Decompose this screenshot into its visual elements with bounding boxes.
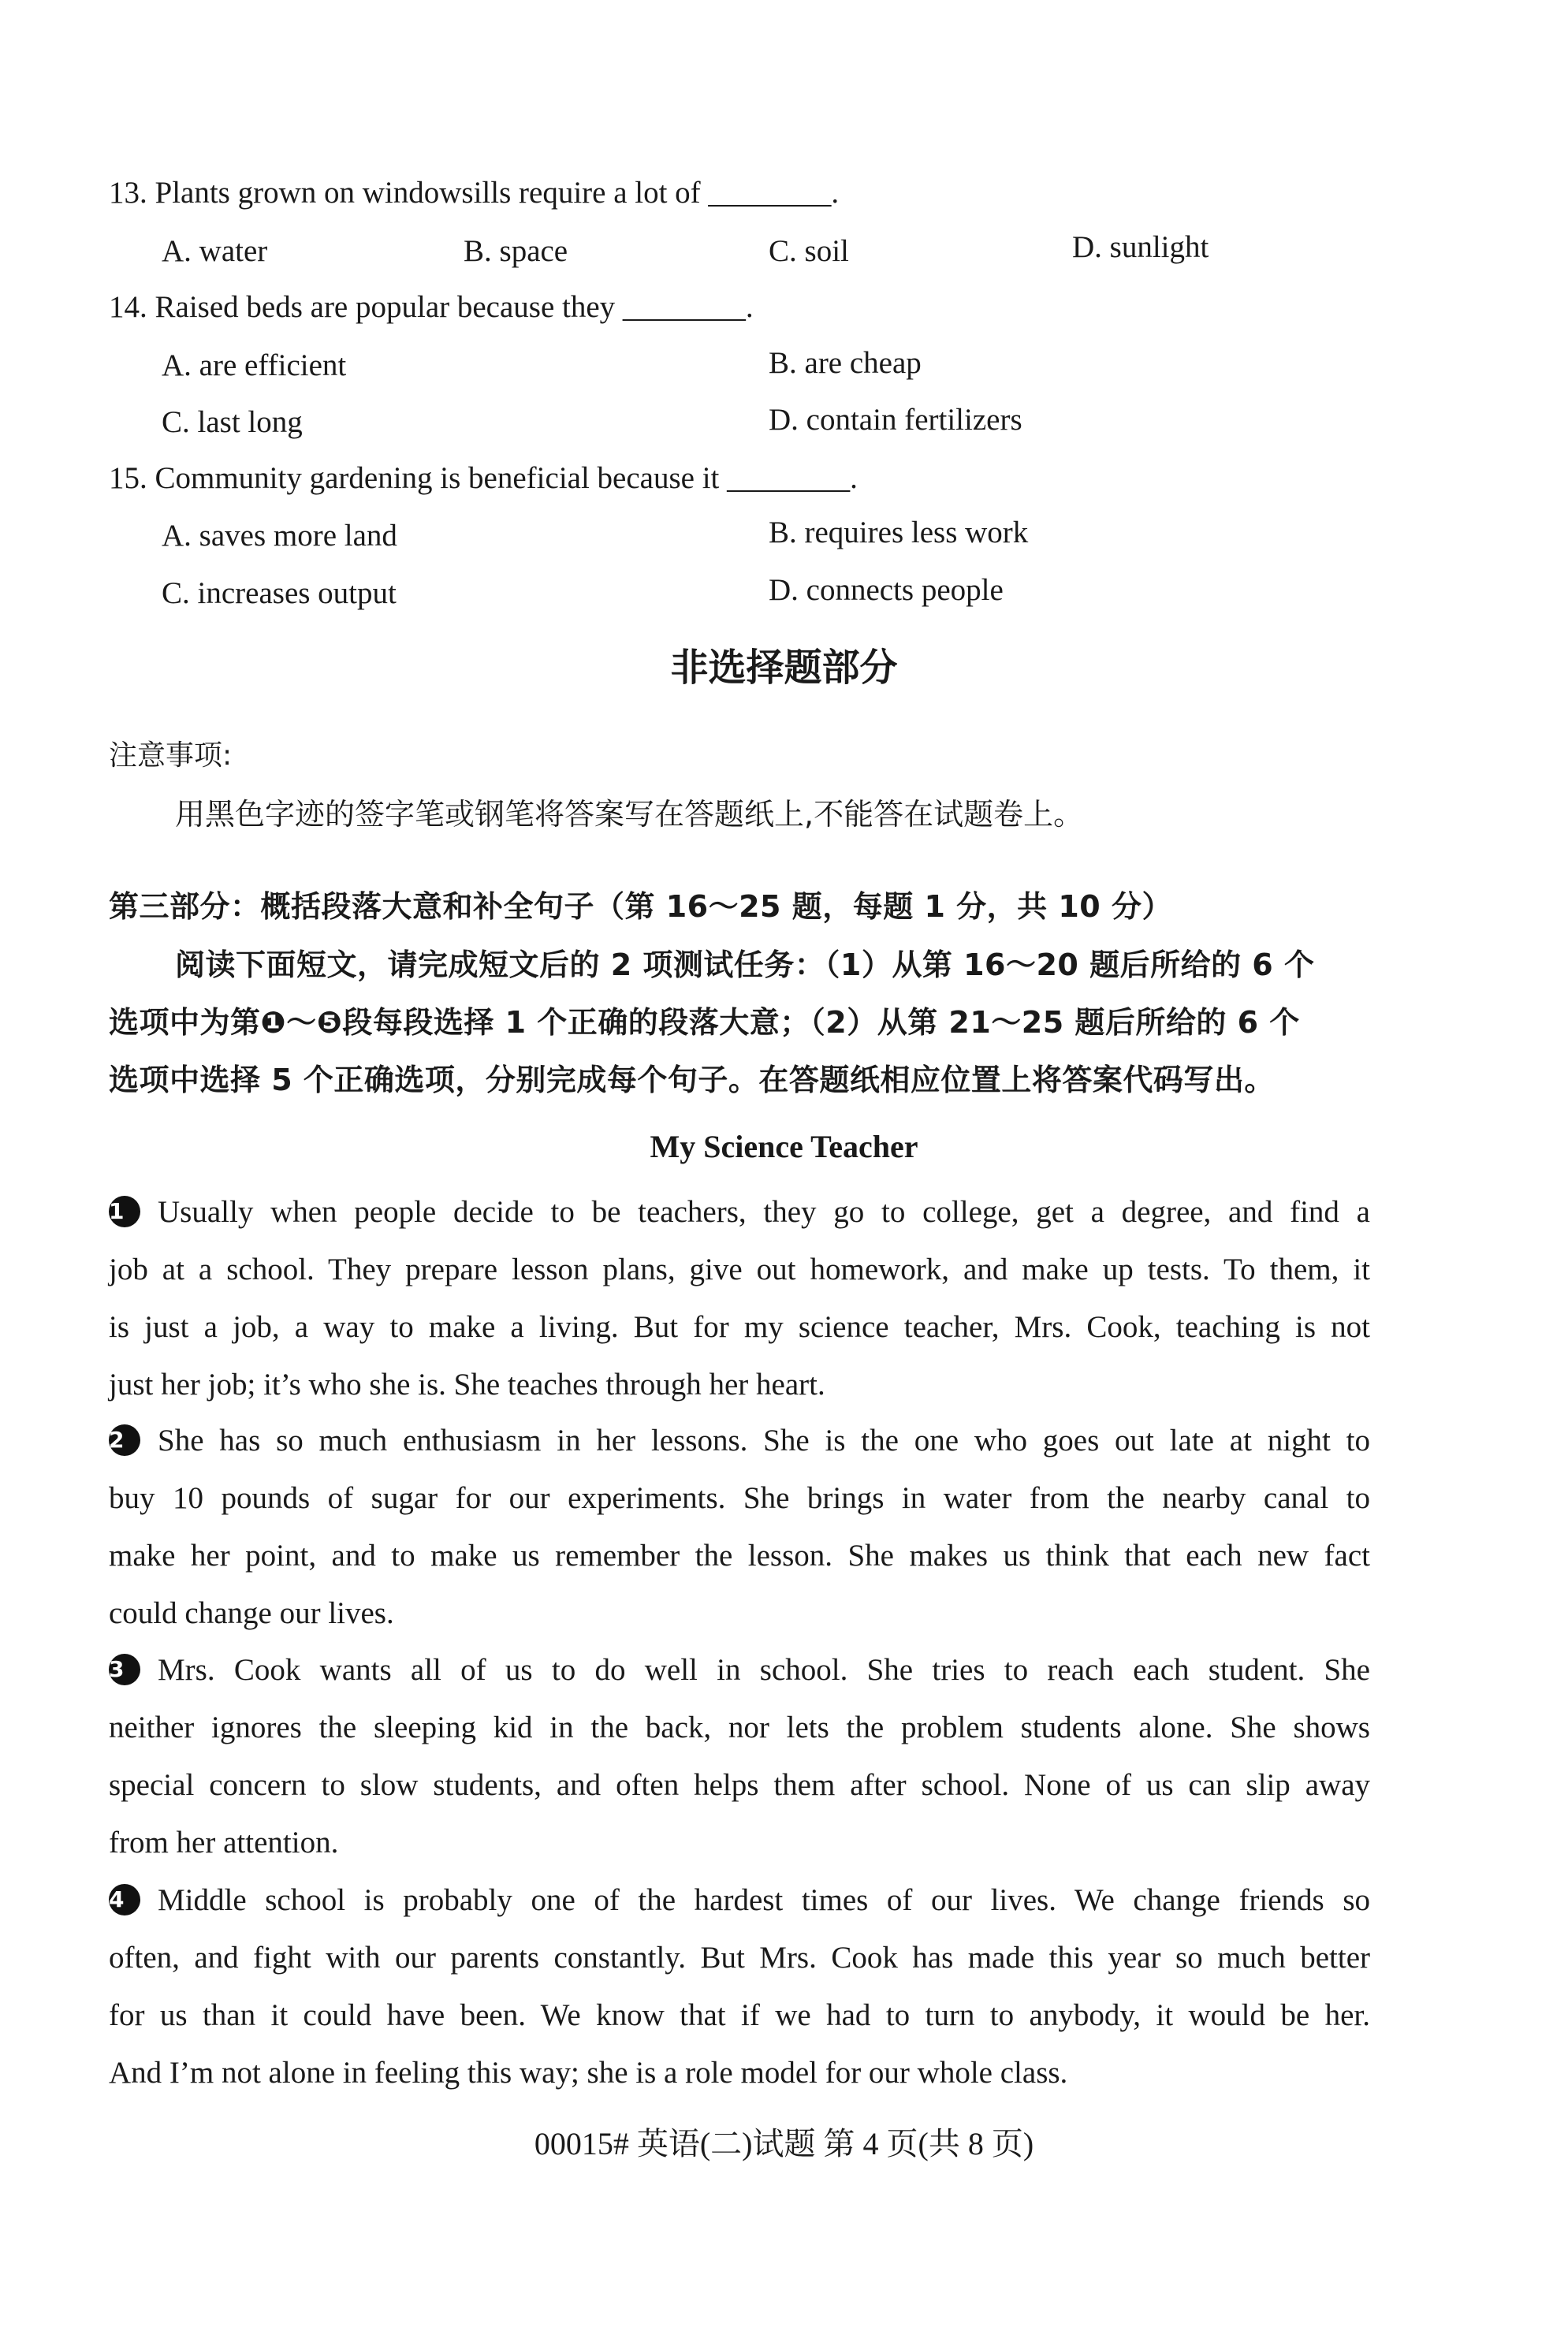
passage-title: My Science Teacher xyxy=(650,1129,918,1164)
question-14-option-c: C. last long xyxy=(162,405,303,439)
question-14-option-d: D. contain fertilizers xyxy=(769,403,1022,437)
question-13-option-b: B. space xyxy=(464,234,568,268)
paragraph-4-line: often, and fight with our parents constantly. But Mrs. Cook has made this year so much better xyxy=(109,1941,1370,1975)
part3-instruction-line: 选项中为第❶～❺段每段选择 1 个正确的段落大意；（2）从第 21～25 题后所给的 6 个 xyxy=(109,1005,1300,1040)
question-13-option-c: C. soil xyxy=(769,234,849,268)
section-title: 非选择题部分 xyxy=(670,646,898,690)
question-15-option-d: D. connects people xyxy=(769,573,1004,607)
paragraph-3-line: from her attention. xyxy=(109,1826,339,1860)
paragraph-4-line: for us than it could have been. We know that if we had to turn to anybody, it would be her. xyxy=(109,1998,1370,2032)
page-footer: 00015# 英语(二)试题 第 4 页(共 8 页) xyxy=(534,2126,1034,2161)
notice-text: 用黑色字迹的签字笔或钢笔将答案写在答题纸上,不能答在试题卷上。 xyxy=(175,797,1084,832)
paragraph-1-line: is just a job, a way to make a living. But for my science teacher, Mrs. Cook, teaching is not xyxy=(109,1310,1370,1344)
question-14-option-b: B. are cheap xyxy=(769,346,922,380)
paragraph-number-badge: 4 xyxy=(109,1884,140,1915)
question-15-stem: 15. Community gardening is beneficial because it ________. xyxy=(109,461,858,495)
question-13-stem: 13. Plants grown on windowsills require a lot of ________. xyxy=(109,176,840,210)
part3-heading: 第三部分：概括段落大意和补全句子（第 16～25 题，每题 1 分，共 10 分） xyxy=(109,889,1172,924)
paragraph-2-line: buy 10 pounds of sugar for our experiments. She brings in water from the nearby canal to xyxy=(109,1481,1370,1515)
paragraph-1-line: just her job; it’s who she is. She teaches through her heart. xyxy=(109,1368,825,1402)
question-14-stem: 14. Raised beds are popular because they ________. xyxy=(109,290,754,324)
paragraph-2-line: could change our lives. xyxy=(109,1596,394,1630)
paragraph-3-line: neither ignores the sleeping kid in the back, nor lets the problem students alone. She shows xyxy=(109,1711,1370,1744)
paragraph-1-line: 1 Usually when people decide to be teachers, they go to college, get a degree, and find a xyxy=(109,1195,1370,1229)
part3-instruction-line: 阅读下面短文，请完成短文后的 2 项测试任务：（1）从第 16～20 题后所给的 6 个 xyxy=(175,947,1315,982)
question-15-option-c: C. increases output xyxy=(162,576,397,610)
question-14-option-a: A. are efficient xyxy=(162,348,347,382)
question-13-option-a: A. water xyxy=(162,234,268,268)
paragraph-number-badge: 2 xyxy=(109,1424,140,1456)
question-15-option-a: A. saves more land xyxy=(162,519,397,553)
paragraph-4-line: 4 Middle school is probably one of the hardest times of our lives. We change friends so xyxy=(109,1883,1370,1917)
question-15-option-b: B. requires less work xyxy=(769,516,1029,549)
notice-label: 注意事项: xyxy=(109,739,233,772)
paragraph-2-line: 2 She has so much enthusiasm in her lessons. She is the one who goes out late at night to xyxy=(109,1424,1370,1458)
paragraph-4-line: And I’m not alone in feeling this way; she is a role model for our whole class. xyxy=(109,2056,1068,2090)
question-13-option-d: D. sunlight xyxy=(1072,230,1209,264)
paragraph-2-line: make her point, and to make us remember the lesson. She makes us think that each new fact xyxy=(109,1539,1370,1573)
paragraph-number-badge: 3 xyxy=(109,1654,140,1685)
paragraph-number-badge: 1 xyxy=(109,1196,140,1227)
part3-instruction-line: 选项中选择 5 个正确选项，分别完成每个句子。在答题纸相应位置上将答案代码写出。 xyxy=(109,1063,1275,1097)
paragraph-1-line: job at a school. They prepare lesson plans, give out homework, and make up tests. To them, it xyxy=(109,1253,1370,1286)
paragraph-3-line: special concern to slow students, and often helps them after school. None of us can slip away xyxy=(109,1768,1370,1802)
paragraph-3-line: 3 Mrs. Cook wants all of us to do well in school. She tries to reach each student. She xyxy=(109,1653,1370,1687)
